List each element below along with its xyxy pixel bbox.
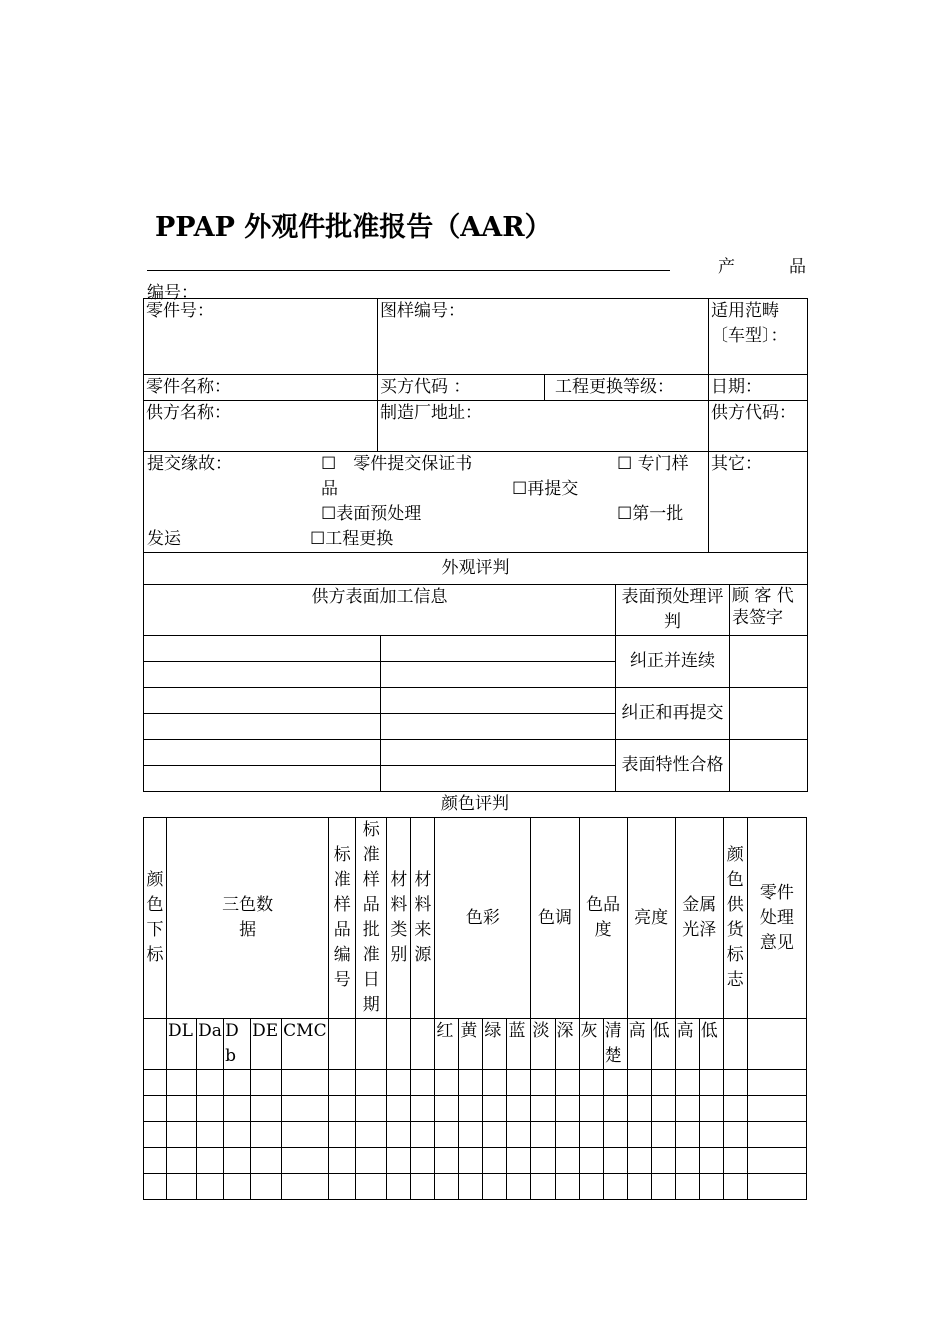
data-cell[interactable] [627,1174,651,1200]
supplier-info-cell[interactable] [381,636,616,662]
data-cell[interactable] [459,1122,483,1148]
data-cell[interactable] [387,1122,411,1148]
data-cell[interactable] [675,1122,699,1148]
checkbox-warrant[interactable]: ☐ 零件提交保证书 [321,454,473,474]
date-field[interactable]: 日期： [709,375,808,401]
data-cell[interactable] [282,1122,329,1148]
data-cell[interactable] [627,1122,651,1148]
data-cell[interactable] [675,1174,699,1200]
supplier-info-cell[interactable] [144,740,381,766]
supplier-info-cell[interactable] [144,662,381,688]
data-cell[interactable] [555,1070,579,1096]
supplier-info-cell[interactable] [381,714,616,740]
data-cell[interactable] [651,1096,675,1122]
table-row [144,1070,807,1096]
data-cell[interactable] [555,1096,579,1122]
sub-db: Db [224,1019,251,1070]
data-cell[interactable] [531,1096,555,1122]
data-cell[interactable] [555,1148,579,1174]
sub-empty [747,1019,806,1070]
data-cell[interactable] [167,1174,197,1200]
table-row [144,1148,807,1174]
data-cell[interactable] [723,1122,747,1148]
data-cell[interactable] [144,1070,167,1096]
data-cell[interactable] [531,1122,555,1148]
data-cell[interactable] [531,1174,555,1200]
data-cell[interactable] [282,1174,329,1200]
data-cell[interactable] [411,1096,435,1122]
data-cell[interactable] [531,1148,555,1174]
data-cell[interactable] [603,1096,627,1122]
data-cell[interactable] [507,1148,531,1174]
data-cell[interactable] [356,1096,387,1122]
sub-green: 绿 [483,1019,507,1070]
col-metallic: 金属光泽 [675,818,723,1019]
data-cell[interactable] [603,1148,627,1174]
customer-sign-header: 顾 客 代表签字 [730,585,808,636]
data-cell[interactable] [699,1122,723,1148]
part-no-field[interactable]: 零件号： [144,299,378,375]
data-cell[interactable] [747,1096,806,1122]
data-cell[interactable] [197,1070,224,1096]
data-cell[interactable] [651,1174,675,1200]
data-cell[interactable] [144,1148,167,1174]
color-eval-table [143,817,807,1200]
data-cell[interactable] [329,1070,356,1096]
sub-da: Da [197,1019,224,1070]
appearance-section-title: 外观评判 [144,553,808,585]
page-title: PPAP 外观件批准报告（AAR） [155,212,552,243]
data-cell[interactable] [224,1174,251,1200]
supplier-info-cell[interactable] [381,662,616,688]
supplier-info-cell[interactable] [144,636,381,662]
data-cell[interactable] [197,1148,224,1174]
data-cell[interactable] [507,1070,531,1096]
data-cell[interactable] [282,1070,329,1096]
data-cell[interactable] [167,1122,197,1148]
other-field[interactable]: 其它： [709,452,808,553]
sub-metallic-low: 低 [699,1019,723,1070]
data-cell[interactable] [251,1070,282,1096]
data-cell[interactable] [197,1174,224,1200]
col-brightness: 亮度 [627,818,675,1019]
data-cell[interactable] [356,1148,387,1174]
data-cell[interactable] [723,1174,747,1200]
data-cell[interactable] [699,1174,723,1200]
data-cell[interactable] [699,1148,723,1174]
data-cell[interactable] [387,1096,411,1122]
data-cell[interactable] [723,1096,747,1122]
data-cell[interactable] [579,1148,603,1174]
col-hue: 色彩 [435,818,531,1019]
data-cell[interactable] [329,1122,356,1148]
data-cell[interactable] [224,1070,251,1096]
customer-sign-cell[interactable] [730,636,808,688]
sub-blue: 蓝 [507,1019,531,1070]
col-color-index: 颜色下标 [144,818,167,1019]
appearance-table [143,552,808,792]
sub-gray: 灰 [579,1019,603,1070]
data-cell[interactable] [483,1096,507,1122]
data-cell[interactable] [411,1174,435,1200]
data-cell[interactable] [329,1096,356,1122]
supplier-code-field[interactable]: 供方代码： [709,401,808,452]
data-cell[interactable] [224,1122,251,1148]
data-cell[interactable] [675,1148,699,1174]
sub-light: 淡 [531,1019,555,1070]
product-label-part2: 品 [789,257,806,277]
data-cell[interactable] [699,1096,723,1122]
data-cell[interactable] [435,1096,459,1122]
data-cell[interactable] [675,1096,699,1122]
data-cell[interactable] [579,1096,603,1122]
supplier-info-cell[interactable] [381,688,616,714]
submit-reason-label: 提交缘故： [147,454,232,474]
data-cell[interactable] [282,1148,329,1174]
data-cell[interactable] [356,1174,387,1200]
sub-de: DE [251,1019,282,1070]
eng-change-level-field[interactable]: 工程更换等级： [545,375,709,401]
data-cell[interactable] [197,1122,224,1148]
data-cell[interactable] [651,1070,675,1096]
data-cell[interactable] [167,1096,197,1122]
data-cell[interactable] [435,1122,459,1148]
data-cell[interactable] [603,1122,627,1148]
data-cell[interactable] [507,1122,531,1148]
col-chroma: 色品度 [579,818,627,1019]
data-cell[interactable] [603,1174,627,1200]
data-cell[interactable] [627,1148,651,1174]
col-color-supply-mark: 颜色供货标志 [723,818,747,1019]
product-number-label: 编号： [147,283,198,303]
data-cell[interactable] [251,1148,282,1174]
data-cell[interactable] [603,1070,627,1096]
table-row [144,1174,807,1200]
supplier-info-cell[interactable] [144,688,381,714]
data-cell[interactable] [459,1148,483,1174]
data-cell[interactable] [411,1148,435,1174]
col-std-sample-date: 标准样品批准日期 [356,818,387,1019]
data-cell[interactable] [167,1148,197,1174]
data-cell[interactable] [483,1122,507,1148]
checkbox-resubmit[interactable]: ☐再提交 [512,479,579,499]
checkbox-first-batch[interactable]: ☐第一批 [617,504,684,524]
table-row [144,1096,807,1122]
sub-deep: 深 [555,1019,579,1070]
applicable-scope-field[interactable]: 适用范畴〔车型〕： [709,299,808,375]
col-material-type: 材料类别 [387,818,411,1019]
data-cell[interactable] [411,1122,435,1148]
data-cell[interactable] [627,1096,651,1122]
data-cell[interactable] [224,1148,251,1174]
data-cell[interactable] [459,1070,483,1096]
data-cell[interactable] [651,1122,675,1148]
header-table [143,298,808,553]
data-cell[interactable] [329,1148,356,1174]
data-cell[interactable] [459,1096,483,1122]
data-cell[interactable] [483,1174,507,1200]
supplier-info-header: 供方表面加工信息 [144,585,616,636]
sub-clear: 清楚 [603,1019,627,1070]
data-cell[interactable] [411,1070,435,1096]
supplier-info-cell[interactable] [381,766,616,792]
data-cell[interactable] [251,1122,282,1148]
data-cell[interactable] [747,1148,806,1174]
data-cell[interactable] [531,1070,555,1096]
supplier-info-cell[interactable] [381,740,616,766]
data-cell[interactable] [197,1096,224,1122]
sub-dl: DL [167,1019,197,1070]
data-cell[interactable] [555,1174,579,1200]
customer-sign-cell[interactable] [730,688,808,740]
col-tone: 色调 [531,818,579,1019]
col-tristimulus: 三色数据 [167,818,329,1019]
data-cell[interactable] [747,1174,806,1200]
data-cell[interactable] [224,1096,251,1122]
data-cell[interactable] [627,1070,651,1096]
data-cell[interactable] [747,1070,806,1096]
data-cell[interactable] [387,1148,411,1174]
special-sample-cont: 品 [321,479,338,499]
product-label [718,252,806,277]
submit-reason-cell [144,452,709,553]
part-name-field[interactable]: 零件名称： [144,375,378,401]
customer-sign-cell[interactable] [730,740,808,792]
data-cell[interactable] [723,1070,747,1096]
sub-cmc: CMC [282,1019,329,1070]
eval-correct-continue: 纠正并连续 [616,636,730,688]
data-cell[interactable] [747,1122,806,1148]
data-cell[interactable] [387,1174,411,1200]
data-cell[interactable] [329,1174,356,1200]
sub-metallic-high: 高 [675,1019,699,1070]
data-cell[interactable] [459,1174,483,1200]
sub-empty [329,1019,356,1070]
data-cell[interactable] [167,1070,197,1096]
drawing-no-field[interactable]: 图样编号： [378,299,709,375]
col-std-sample-no: 标准样品编号 [329,818,356,1019]
col-part-disposition: 零件处理意见 [747,818,806,1019]
checkbox-surface-treatment[interactable]: ☐表面预处理 [321,504,422,524]
sub-empty [387,1019,411,1070]
sub-red: 红 [435,1019,459,1070]
data-cell[interactable] [483,1070,507,1096]
data-cell[interactable] [251,1174,282,1200]
color-section-title: 颜色评判 [441,794,509,814]
checkbox-eng-change[interactable]: ☐工程更换 [310,529,394,549]
data-cell[interactable] [435,1148,459,1174]
product-label-part1: 产 [718,257,735,277]
data-cell[interactable] [555,1122,579,1148]
factory-address-field[interactable]: 制造厂地址： [378,401,709,452]
eval-correct-resubmit: 纠正和再提交 [616,688,730,740]
supplier-name-field[interactable]: 供方名称： [144,401,378,452]
buyer-code-field[interactable]: 买方代码 ： [378,375,545,401]
data-cell[interactable] [579,1070,603,1096]
table-row [144,1122,807,1148]
data-cell[interactable] [507,1096,531,1122]
data-cell[interactable] [435,1070,459,1096]
sub-yellow: 黄 [459,1019,483,1070]
supplier-info-cell[interactable] [144,714,381,740]
col-material-source: 材料来源 [411,818,435,1019]
data-cell[interactable] [507,1174,531,1200]
data-cell[interactable] [387,1070,411,1096]
data-cell[interactable] [435,1174,459,1200]
sub-empty [144,1019,167,1070]
data-cell[interactable] [675,1070,699,1096]
sub-brightness-low: 低 [651,1019,675,1070]
data-cell[interactable] [251,1096,282,1122]
sub-brightness-high: 高 [627,1019,651,1070]
first-batch-cont: 发运 [147,529,181,549]
supplier-info-cell[interactable] [144,766,381,792]
data-cell[interactable] [483,1148,507,1174]
sub-empty [356,1019,387,1070]
data-cell[interactable] [579,1122,603,1148]
eval-surface-ok: 表面特性合格 [616,740,730,792]
sub-empty [411,1019,435,1070]
checkbox-special-sample[interactable]: ☐ 专门样 [617,454,689,474]
data-cell[interactable] [356,1070,387,1096]
pre-treatment-eval-header: 表面预处理评判 [616,585,730,636]
data-cell[interactable] [144,1122,167,1148]
data-cell[interactable] [699,1070,723,1096]
data-cell[interactable] [356,1122,387,1148]
data-cell[interactable] [579,1174,603,1200]
sub-empty [723,1019,747,1070]
data-cell[interactable] [723,1148,747,1174]
data-cell[interactable] [651,1148,675,1174]
data-cell[interactable] [282,1096,329,1122]
product-number-underline [147,270,670,271]
data-cell[interactable] [144,1096,167,1122]
data-cell[interactable] [144,1174,167,1200]
